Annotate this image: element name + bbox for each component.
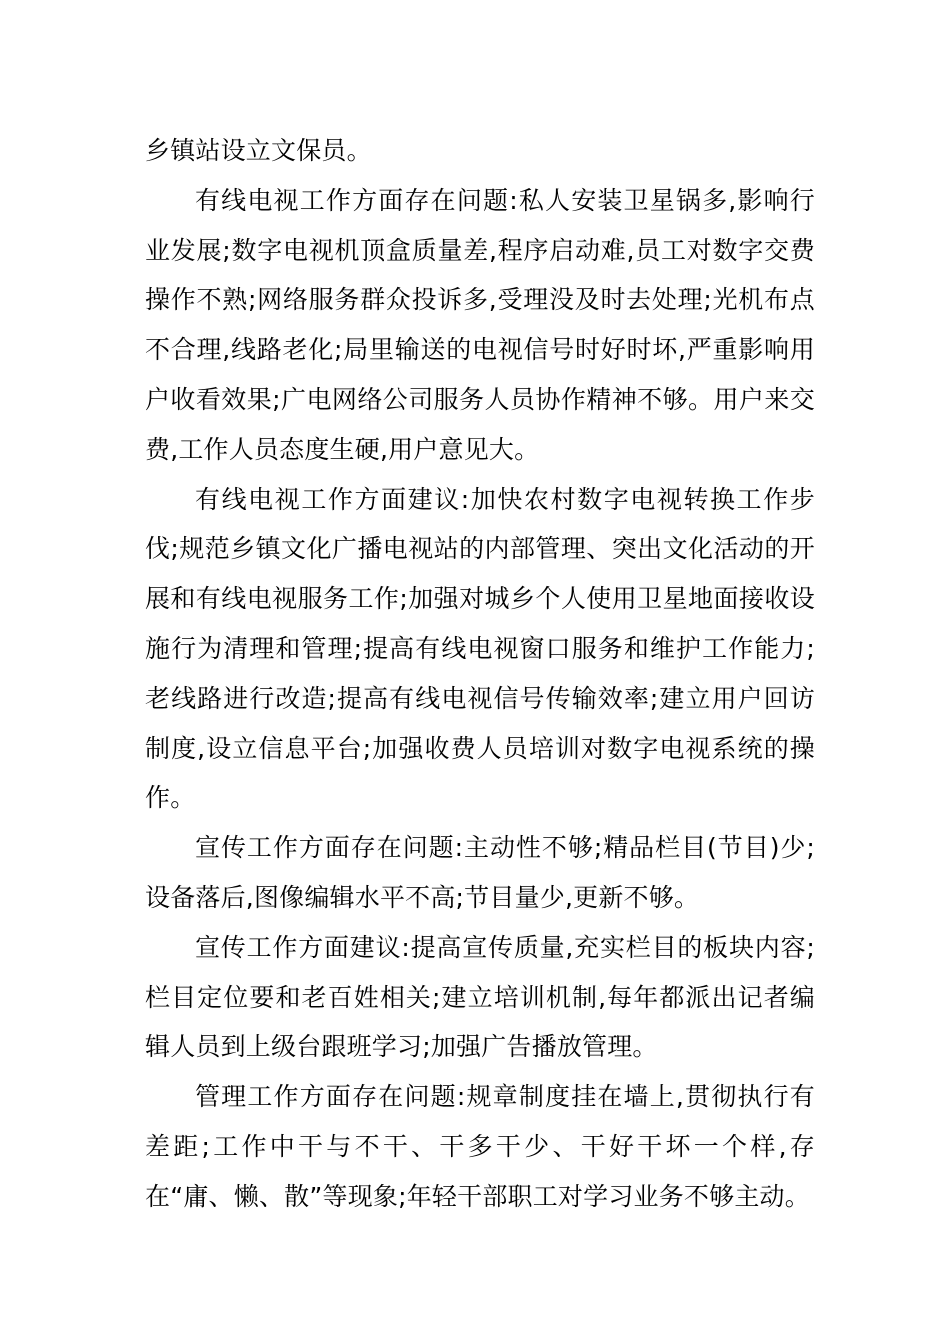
paragraph-publicity-problems: 宣传工作方面存在问题:主动性不够;精品栏目(节目)少;设备落后,图像编辑水平不高;节目量少,更新不够。 [145, 833, 815, 912]
paragraph-continuation: 乡镇站设立文保员。 [145, 136, 372, 165]
paragraph-cable-tv-suggestions: 有线电视工作方面建议:加快农村数字电视转换工作步伐;规范乡镇文化广播电视站的内部管理、突出文化活动的开展和有线电视服务工作;加强对城乡个人使用卫星地面接收设施行为清理和管理;提高有线电视窗口服务和维护工作能力;老线路进行改造;提高有线电视信号传输效率;建立用户回访制度,设立信息平台;加强收费人员培训对数字电视系统的操作。 [145, 484, 815, 813]
document-body [145, 126, 815, 1222]
paragraph-management-problems: 管理工作方面存在问题:规章制度挂在墙上,贯彻执行有差距;工作中干与不干、干多干少、干好干坏一个样,存在“庸、懒、散”等现象;年轻干部职工对学习业务不够主动。 [145, 1082, 815, 1211]
paragraph-cable-tv-problems: 有线电视工作方面存在问题:私人安装卫星锅多,影响行业发展;数字电视机顶盒质量差,程序启动难,员工对数字交费操作不熟;网络服务群众投诉多,受理没及时去处理;光机布点不合理,线路老化;局里输送的电视信号时好时坏,严重影响用户收看效果;广电网络公司服务人员协作精神不够。用户来交费,工作人员态度生硬,用户意见大。 [145, 185, 815, 464]
paragraph-publicity-suggestions: 宣传工作方面建议:提高宣传质量,充实栏目的板块内容;栏目定位要和老百姓相关;建立培训机制,每年都派出记者编辑人员到上级台跟班学习;加强广告播放管理。 [145, 932, 815, 1062]
